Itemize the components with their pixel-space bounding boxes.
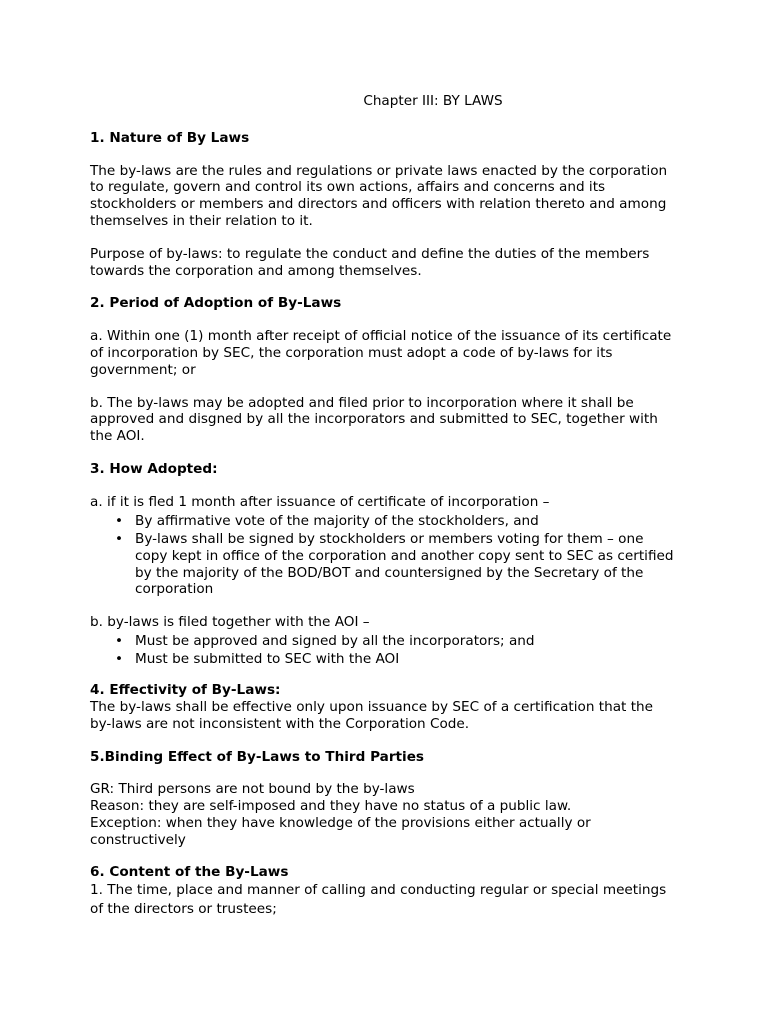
list-item: • Must be approved and signed by all the incorporators; and bbox=[135, 633, 678, 650]
section-5-general-rule: GR: Third persons are not bound by the by-laws bbox=[90, 781, 415, 798]
section-2-heading: 2. Period of Adoption of By-Laws bbox=[90, 295, 342, 312]
section-2-item-a: a. Within one (1) month after receipt of official notice of the issuance of its certificate of incorporation by SEC, the corporation must adopt a code of by-laws for its government; or bbox=[90, 328, 672, 378]
section-3-a-bullet-list bbox=[90, 513, 678, 599]
section-3-item-a: a. if it is fled 1 month after issuance of certificate of incorporation – bbox=[90, 493, 550, 510]
section-1-paragraph-1: The by-laws are the rules and regulations or private laws enacted by the corporation to regulate, govern and control its own actions, affairs and concerns and its stockholders or members and directors and officers with relation thereto and among themselves in their relation to it. bbox=[90, 162, 668, 229]
section-1-paragraph-2: Purpose of by-laws: to regulate the conduct and define the duties of the members towards the corporation and among themselves. bbox=[90, 245, 650, 279]
document-title: Chapter III: BY LAWS bbox=[363, 93, 503, 109]
section-5-heading: 5.Binding Effect of By-Laws to Third Parties bbox=[90, 748, 425, 765]
list-item: • By affirmative vote of the majority of the stockholders, and bbox=[135, 513, 678, 530]
section-6-item-1: 1. The time, place and manner of calling and conducting regular or special meetings of the directors or trustees; bbox=[90, 882, 667, 918]
section-4-heading: 4. Effectivity of By-Laws: bbox=[90, 682, 281, 699]
section-3-item-b: b. by-laws is filed together with the AOI – bbox=[90, 614, 370, 631]
section-6-heading: 6. Content of the By-Laws bbox=[90, 864, 289, 881]
section-2-item-b: b. The by-laws may be adopted and filed prior to incorporation where it shall be approved and disgned by all the incorporators and submitted to SEC, together with the AOI. bbox=[90, 394, 658, 445]
section-3-b-bullet-list bbox=[90, 633, 678, 668]
section-5-exception: Exception: when they have knowledge of the provisions either actually or constructively bbox=[90, 814, 591, 848]
section-4-paragraph: The by-laws shall be effective only upon issuance by SEC of a certification that the by-laws are not inconsistent with the Corporation Code. bbox=[90, 698, 654, 732]
section-3-heading: 3. How Adopted: bbox=[90, 460, 218, 477]
list-item: • By-laws shall be signed by stockholders or members voting for them – one copy kept in office of the corporation and another copy sent to SEC as certified by the majority of the BOD/BOT and countersigned by the Secretary of the corporation bbox=[135, 531, 678, 598]
section-5-reason: Reason: they are self-imposed and they have no status of a public law. bbox=[90, 798, 572, 815]
section-1-heading: 1. Nature of By Laws bbox=[90, 129, 250, 146]
list-item: • Must be submitted to SEC with the AOI bbox=[135, 651, 678, 668]
